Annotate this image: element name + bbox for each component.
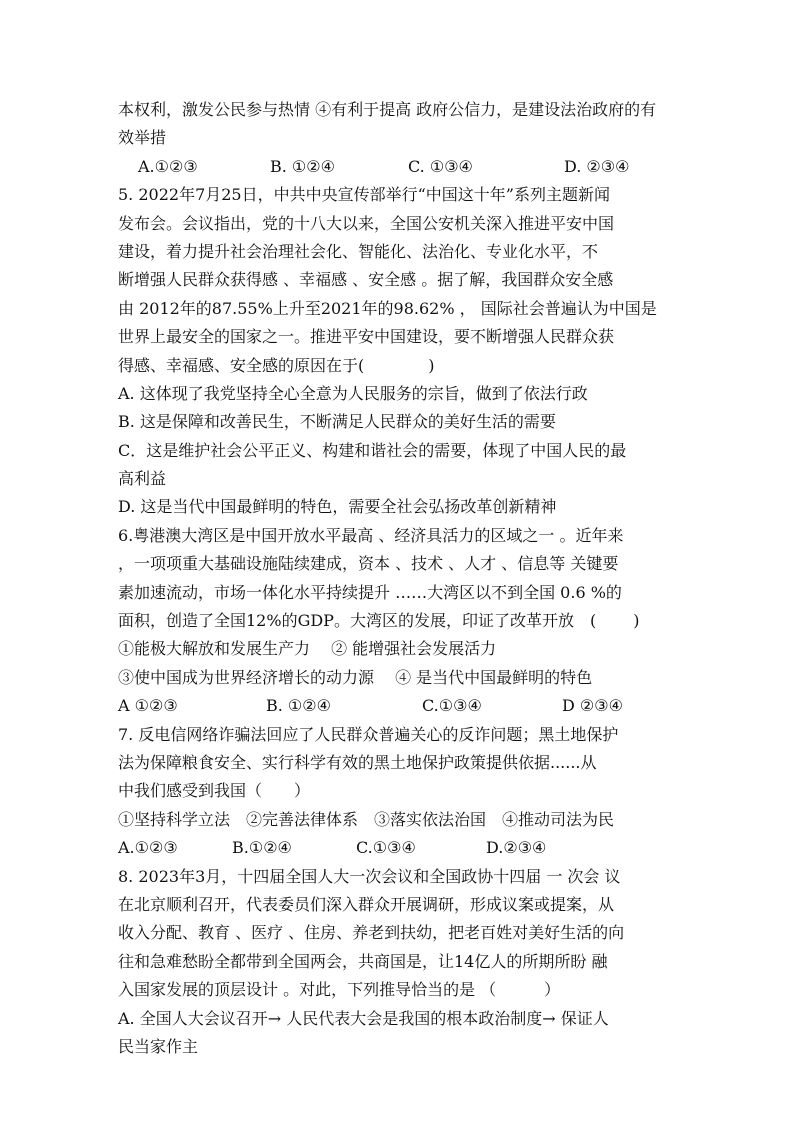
option-d: D. ②③④	[564, 156, 630, 176]
q4-options	[118, 153, 684, 181]
q7-options	[118, 834, 684, 862]
question-7-line: 7. 反电信网络诈骗法回应了人民群众普遍关心的反诈问题；黑土地保护	[118, 724, 619, 744]
option-d: D.②③④	[486, 838, 547, 858]
text-line: 高利益	[118, 469, 167, 489]
text-line: 世界上最安全的国家之一。推进平安中国建设，要不断增强人民群众获	[118, 327, 615, 347]
text-line: 收入分配、教育 、医疗 、住房、养老到扶幼，把老百姓对美好生活的向	[118, 923, 625, 943]
text-line: 效举措	[118, 128, 167, 148]
question-5-line: 5. 2022年7月25日，中共中央宣传部举行“中国这十年”系列主题新闻	[118, 185, 610, 205]
text-line: 发布会。会议指出，党的十八大以来，全国公安机关深入推进平安中国	[118, 213, 615, 233]
text-line: 得感、幸福感、安全感的原因在于( )	[118, 355, 435, 375]
q7-statements: ①坚持科学立法 ②完善法律体系 ③落实依法治国 ④推动司法为民	[118, 809, 615, 829]
text-line: 由 2012年的87.55%上升至2021年的98.62% ， 国际社会普遍认为中国是	[118, 298, 657, 318]
text-line: 建设，着力提升社会治理社会化、智能化、法治化、专业化水平，不	[118, 241, 599, 261]
text-line: ，一项项重大基础设施陆续建成，资本 、技术 、人才 、信息等 关键要	[118, 554, 619, 574]
question-8-line: 8. 2023年3月，十四届全国人大一次会议和全国政协十四届 一 次会 议	[118, 866, 621, 886]
q6-statements-1: ①能极大解放和发展生产力 ② 能增强社会发展活力	[118, 639, 497, 659]
option-c: C.①③④	[422, 696, 482, 716]
option-c: C.①③④	[356, 838, 416, 858]
option-a: A ①②③	[118, 696, 178, 716]
question-6-line: 6.粤港澳大湾区是中国开放水平最高 、经济具活力的区域之一 。近年来	[118, 525, 624, 545]
option-c: C. ①③④	[408, 156, 473, 176]
q5-option-b: B. 这是保障和改善民生，不断满足人民群众的美好生活的需要	[118, 412, 556, 432]
text-line: 民当家作主	[118, 1036, 199, 1056]
exam-page	[118, 96, 684, 1061]
option-a: A.①②③	[138, 156, 198, 176]
text-line: 在北京顺利召开，代表委员们深入群众开展调研，形成议案或提案，从	[118, 894, 615, 914]
q5-option-c: C．这是维护社会公平正义、构建和谐社会的需要，体现了中国人民的最	[118, 440, 627, 460]
text-line: 面积，创造了全国12%的GDP。大湾区的发展，印证了改革开放 ( )	[118, 611, 640, 631]
text-line: 断增强人民群众获得感 、幸福感 、安全感 。据了解，我国群众安全感	[118, 270, 614, 290]
option-b: B. ①②④	[266, 696, 331, 716]
text-line: 入国家发展的顶层设计 。对此，下列推导恰当的是 （ ）	[118, 980, 561, 1000]
text-line: 中我们感受到我国（ ）	[118, 781, 311, 801]
q5-option-d: D. 这是当代中国最鲜明的特色，需要全社会弘扬改革创新精神	[118, 497, 557, 517]
text-line: 本权利，激发公民参与热情 ④有利于提高 政府公信力，是建设法治政府的有	[118, 100, 657, 119]
q6-options	[118, 692, 684, 720]
text-line: 素加速流动，市场一体化水平持续提升 ……大湾区以不到全国 0.6 %的	[118, 582, 622, 602]
q6-statements-2: ③使中国成为世界经济增长的动力源 ④ 是当代中国最鲜明的特色	[118, 667, 593, 687]
q5-option-a: A. 这体现了我党坚持全心全意为人民服务的宗旨，做到了依法行政	[118, 383, 588, 403]
q8-option-a: A. 全国人大会议召开→ 人民代表大会是我国的根本政治制度→ 保证人	[118, 1008, 609, 1028]
option-b: B. ①②④	[270, 156, 335, 176]
option-d: D ②③④	[562, 696, 623, 716]
text-line: 往和急难愁盼全都带到全国两会，共商国是，让14亿人的所期所盼 融	[118, 951, 608, 971]
text-line: 法为保障粮食安全、实行科学有效的黑土地保护政策提供依据......从	[118, 752, 597, 772]
option-a: A.①②③	[118, 838, 178, 858]
option-b: B.①②④	[232, 838, 292, 858]
